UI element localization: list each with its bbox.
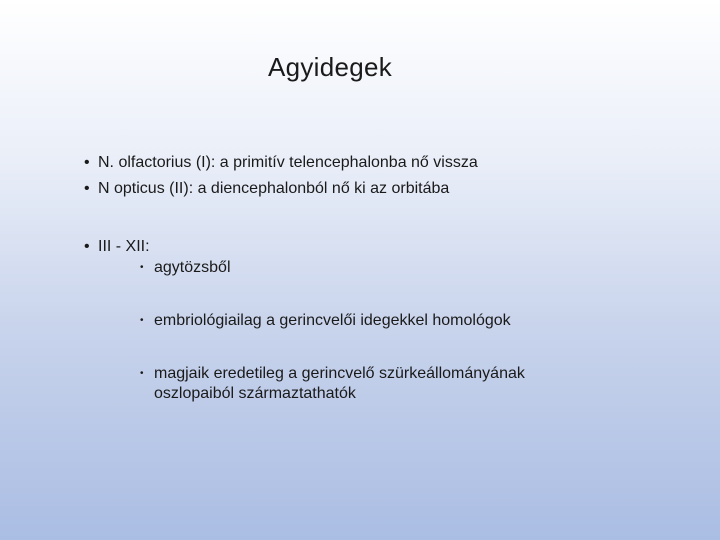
list-item: [140, 311, 600, 331]
group-heading: III - XII:: [98, 238, 150, 255]
group-bullet: [84, 234, 150, 260]
list-item: [84, 176, 478, 202]
bullet-text: N. olfactorius (I): a primitív telencephalonba nő vissza: [98, 154, 478, 171]
slide-title: Agyidegek: [267, 52, 393, 82]
sub-bullet-text: embriológiailag a gerincvelői idegekkel homológok: [154, 312, 511, 329]
bullet-icon: •: [84, 154, 90, 171]
sub-bullet-text: magjaik eredetileg a gerincvelő szürkeállományának oszlopaiból származtathatók: [154, 365, 525, 402]
sub-bullet-list: [140, 258, 600, 437]
list-item: [140, 364, 600, 404]
list-item: [140, 258, 600, 278]
bullet-text: N opticus (II): a diencephalonból nő ki az orbitába: [98, 180, 450, 197]
bullet-icon: •: [84, 238, 90, 255]
bullet-icon: •: [140, 368, 144, 379]
top-bullet-list: [84, 150, 478, 202]
bullet-icon: •: [84, 180, 90, 197]
sub-bullet-text: agytözsből: [154, 259, 231, 276]
bullet-icon: •: [140, 262, 144, 273]
list-item: [84, 150, 478, 176]
bullet-icon: •: [140, 315, 144, 326]
list-item: [84, 234, 150, 260]
